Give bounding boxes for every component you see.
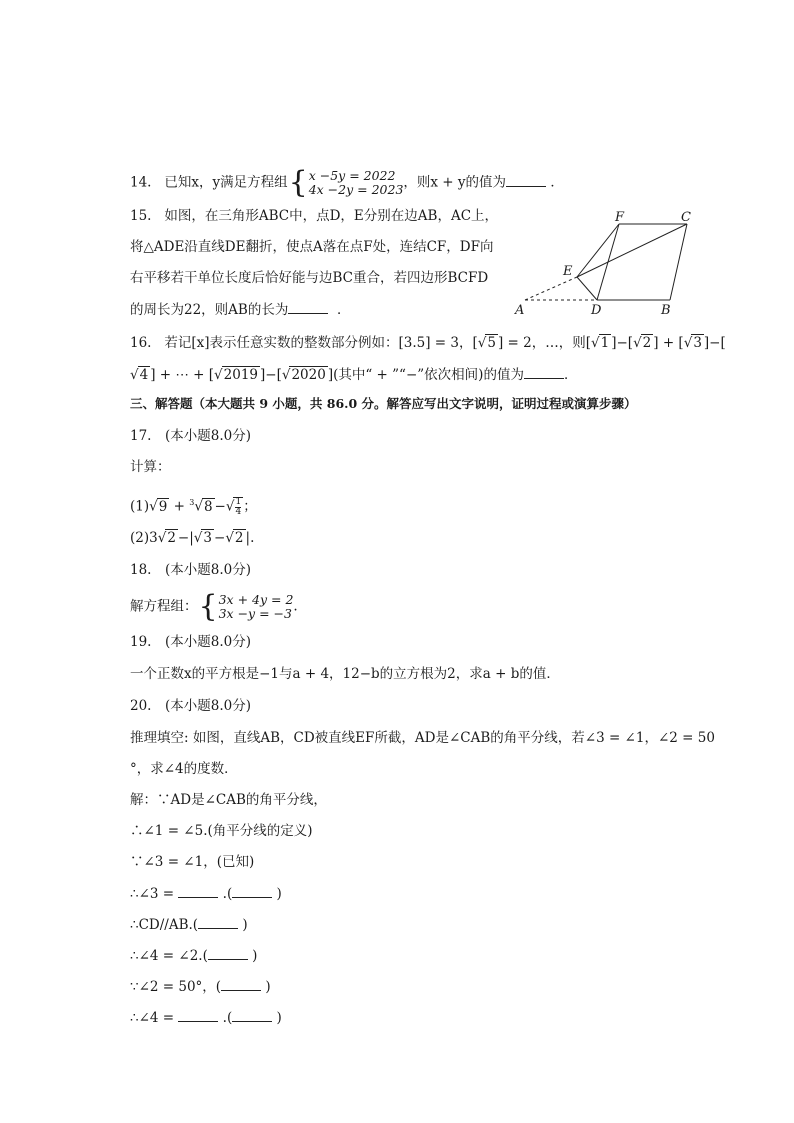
fraction: $\frac{1}{4}$ — [235, 496, 242, 517]
label-A: A — [515, 303, 525, 317]
question-15-line-4: 的周长为22，则AB的长为 ． — [130, 299, 350, 320]
segment-EF — [577, 224, 619, 277]
section-heading: 三、解答题（本大题共 9 小题，共 86.0 分。解答应写出文字说明，证明过程或演算步骤） — [130, 396, 637, 411]
question-17-head: 17. (本小题8.0分) — [130, 428, 251, 444]
question-20-head: 20. (本小题8.0分) — [130, 698, 251, 714]
answer-blank[interactable] — [524, 364, 564, 379]
segment-BC — [670, 224, 687, 300]
question-17-part-2: (2)3√2 −|√3 −√2 |. — [130, 530, 255, 546]
question-number: 14. — [130, 174, 152, 191]
segment-EC — [577, 224, 687, 277]
label-E: E — [563, 264, 573, 279]
question-19-body: 一个正数x的平方根是−1与a + 4，12−b的立方根为2，求a + b的值． — [130, 666, 560, 682]
question-17-prompt: 计算： — [130, 459, 171, 475]
brace-icon: { — [198, 589, 218, 624]
question-number: 16. — [130, 335, 152, 351]
solution-step-5: ∴CD//AB.( ) — [130, 914, 248, 935]
question-text: 如图，在三角形ABC中，点D，E分别在边AB，AC上， — [164, 208, 499, 224]
equation-system: x −5y = 2022 4x −2y = 2023 — [308, 168, 404, 197]
solution-step-6: ∴∠4 = ∠2.( ) — [130, 945, 257, 966]
reason-blank[interactable] — [208, 945, 248, 960]
brace-icon: { — [288, 165, 308, 200]
reason-blank[interactable] — [198, 914, 238, 929]
answer-blank[interactable] — [178, 883, 218, 898]
question-text: 已知x，y满足方程组 — [164, 174, 288, 191]
solution-step-4: ∴∠3 = .( ) — [130, 883, 282, 904]
question-16-line-2: √4 ] + ⋯ + [√2019 ]−[√2020 ](其中“ + ”“−”依次相间)的值为 ． — [130, 364, 577, 385]
solution-step-7: ∵∠2 = 50°，( ) — [130, 976, 271, 997]
question-17-part-1: (1)√9 + $^3$√8 −√ $\frac{1}{4}$ ； — [130, 496, 257, 517]
answer-blank[interactable] — [288, 299, 328, 314]
solution-step-1: 解：∵AD是∠CAB的角平分线， — [130, 792, 327, 808]
equation-system: 3x + 4y = 2 3x −y = −3 — [218, 592, 294, 621]
question-15 — [130, 206, 498, 226]
solution-step-2: ∴∠1 = ∠5.(角平分线的定义) — [130, 823, 313, 839]
reason-blank[interactable] — [232, 883, 272, 898]
question-16: 16. 若记[x]表示任意实数的整数部分例如：[3.5] = 3，[√5 ] = 2，…，则[√1 ]−[√2 ] + [√3 ]−[ — [130, 335, 726, 351]
answer-blank[interactable] — [178, 1007, 218, 1022]
question-15-line-3: 右平移若干单位长度后恰好能与边BC重合，若四边形BCFD — [130, 270, 489, 286]
label-B: B — [661, 303, 671, 317]
label-F: F — [615, 210, 625, 225]
question-20-line-2: °，求∠4的度数． — [130, 761, 238, 777]
question-20-line-1: 推理填空: 如图，直线AB，CD被直线EF所截，AD是∠CAB的角平分线，若∠3 = ∠1，∠2 = 50 — [130, 730, 715, 746]
question-18-body: 解方程组：{3x + 4y = 2 3x −y = −3. — [130, 589, 298, 624]
question-text: ，则x + y的值为 — [403, 174, 507, 191]
segment-AE — [525, 277, 577, 300]
reason-blank[interactable] — [232, 1007, 272, 1022]
question-number: 15. — [130, 208, 152, 224]
label-C: C — [681, 210, 691, 225]
segment-ED — [577, 277, 597, 300]
reason-blank[interactable] — [221, 976, 261, 991]
answer-blank[interactable] — [506, 172, 546, 187]
solution-step-8: ∴∠4 = .( ) — [130, 1007, 282, 1028]
question-14: 14. 已知x，y满足方程组{x −5y = 2022 4x −2y = 2023，则x + y的值为 ． — [130, 165, 564, 200]
label-D: D — [591, 303, 602, 317]
question-18-head: 18. (本小题8.0分) — [130, 562, 251, 578]
question-19-head: 19. (本小题8.0分) — [130, 634, 251, 650]
geometry-figure — [505, 207, 705, 317]
question-15-line-2: 将△ADE沿直线DE翻折，使点A落在点F处，连结CF，DF向 — [130, 239, 494, 255]
solution-step-3: ∵∠3 = ∠1，(已知) — [130, 854, 255, 870]
